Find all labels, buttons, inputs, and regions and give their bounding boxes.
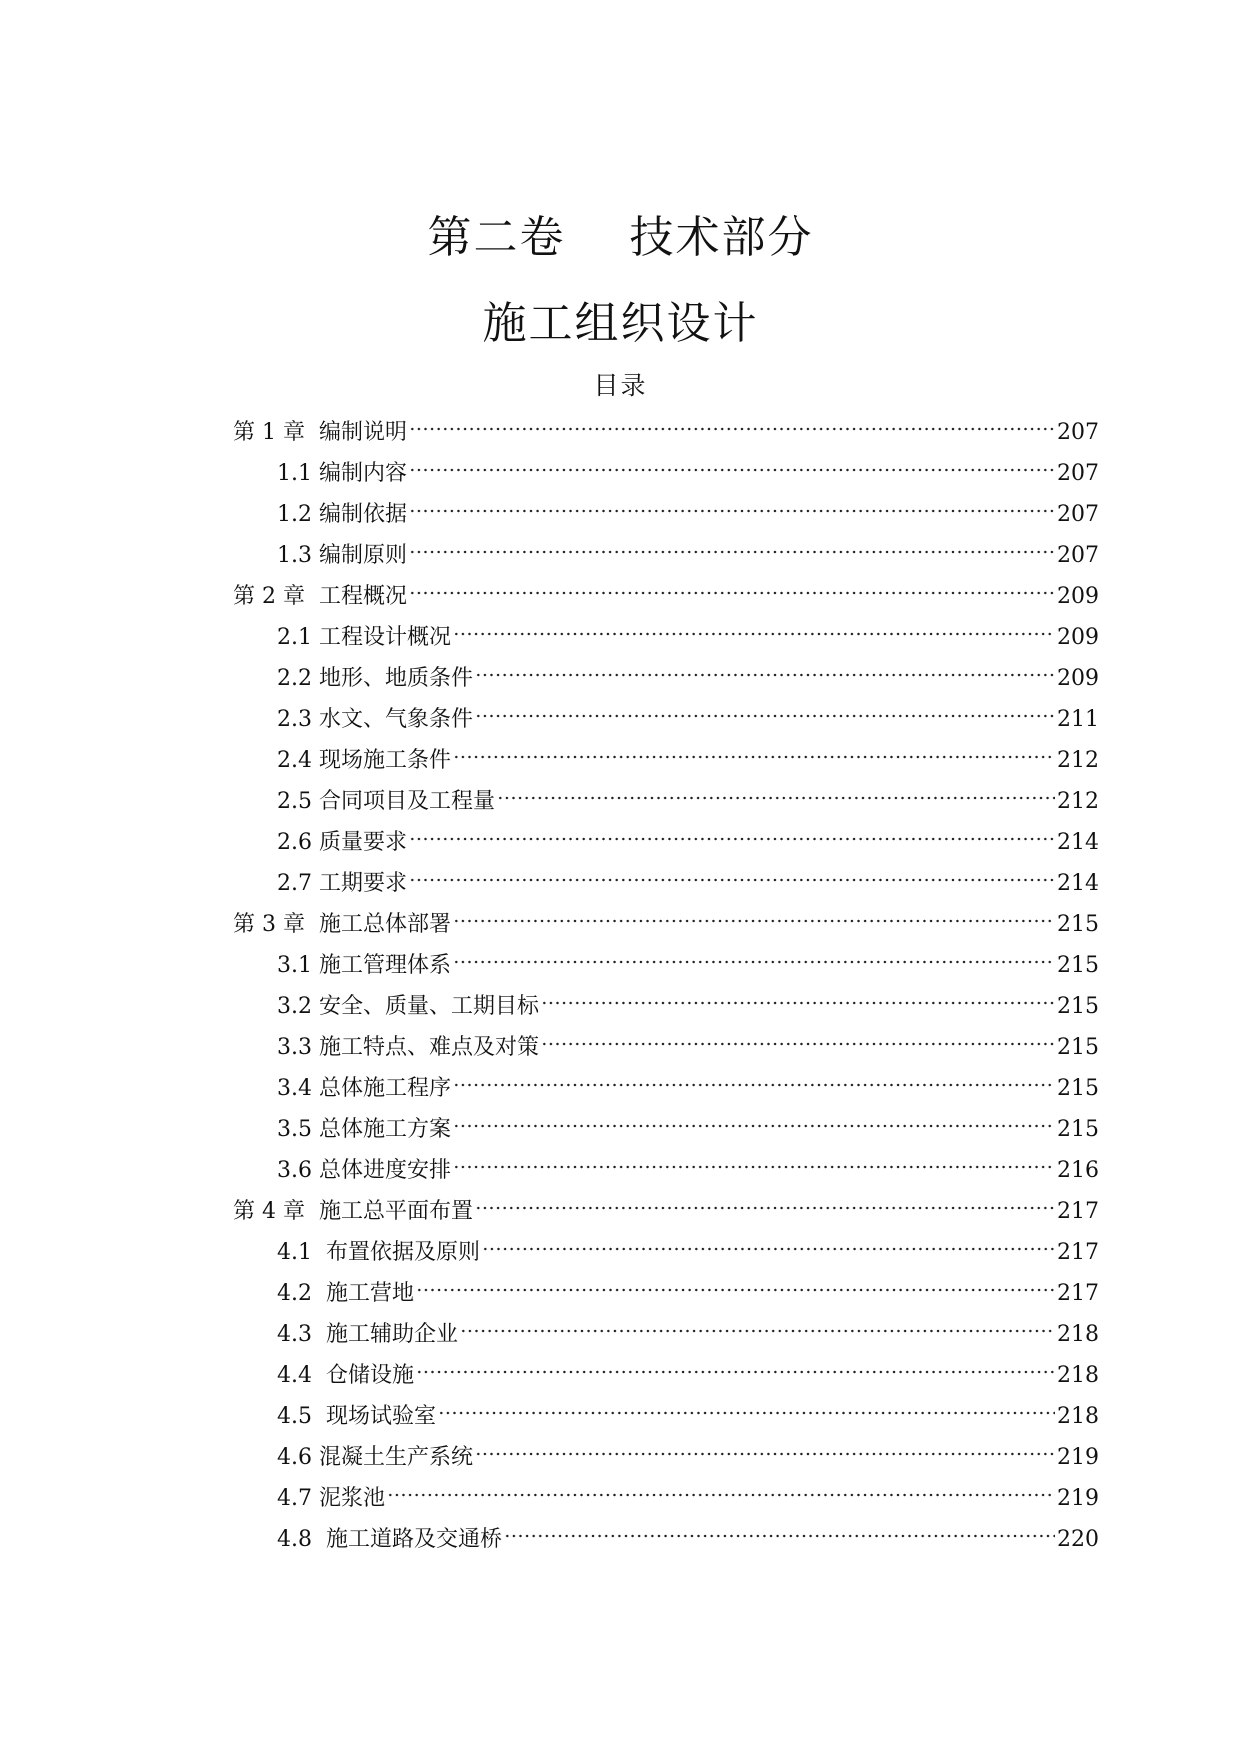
volume-title-part2: 技术部分 — [629, 212, 814, 263]
toc-entry-label: 第 3 章 施工总体部署 — [233, 912, 451, 937]
document-subtitle: 施工组织设计 — [482, 298, 759, 349]
dot-leader — [409, 532, 1055, 562]
volume-title-part1: 第二卷 — [427, 212, 566, 263]
toc-entry-label: 3.4 总体施工程序 — [277, 1076, 451, 1101]
toc-entry-label: 第 2 章 工程概况 — [233, 584, 407, 609]
dot-leader — [497, 778, 1055, 808]
dot-leader — [438, 1393, 1055, 1423]
dot-leader — [453, 1106, 1055, 1136]
toc-page-number: 215 — [1057, 912, 1099, 937]
toc-page-number: 217 — [1057, 1240, 1099, 1265]
toc-entry-label: 1.2 编制依据 — [277, 502, 407, 527]
toc-page-number: 220 — [1057, 1527, 1099, 1552]
toc-section-entry[interactable] — [277, 655, 1099, 691]
toc-page-number: 219 — [1057, 1486, 1099, 1511]
dot-leader — [482, 1229, 1055, 1259]
toc-entry-label: 4.4 仓储设施 — [277, 1363, 414, 1388]
dot-leader — [409, 860, 1055, 890]
toc-section-entry[interactable] — [277, 491, 1099, 527]
toc-entry-label: 1.1 编制内容 — [277, 461, 407, 486]
toc-entry-label: 3.3 施工特点、难点及对策 — [277, 1035, 539, 1060]
toc-section-entry[interactable] — [277, 1106, 1099, 1142]
toc-entry-label: 3.6 总体进度安排 — [277, 1158, 451, 1183]
dot-leader — [409, 573, 1055, 603]
toc-page-number: 207 — [1057, 502, 1099, 527]
toc-chapter-entry[interactable] — [233, 1188, 1099, 1224]
dot-leader — [541, 983, 1055, 1013]
toc-entry-label: 3.2 安全、质量、工期目标 — [277, 994, 539, 1019]
dot-leader — [475, 1188, 1055, 1218]
dot-leader — [416, 1270, 1055, 1300]
toc-page-number: 215 — [1057, 994, 1099, 1019]
toc-section-entry[interactable] — [277, 532, 1099, 568]
dot-leader — [409, 491, 1055, 521]
volume-title — [0, 210, 1241, 266]
dot-leader — [475, 1434, 1055, 1464]
dot-leader — [453, 942, 1055, 972]
toc-section-entry[interactable] — [277, 1434, 1099, 1470]
toc-section-entry[interactable] — [277, 860, 1099, 896]
toc-page-number: 214 — [1057, 871, 1099, 896]
toc-section-entry[interactable] — [277, 983, 1099, 1019]
toc-page-number: 207 — [1057, 461, 1099, 486]
toc-section-entry[interactable] — [277, 1352, 1099, 1388]
toc-entry-label: 3.5 总体施工方案 — [277, 1117, 451, 1142]
toc-section-entry[interactable] — [277, 696, 1099, 732]
dot-leader — [409, 450, 1055, 480]
dot-leader — [453, 737, 1055, 767]
toc-section-entry[interactable] — [277, 1270, 1099, 1306]
toc-page-number: 209 — [1057, 584, 1099, 609]
toc-section-entry[interactable] — [277, 819, 1099, 855]
toc-page-number: 217 — [1057, 1199, 1099, 1224]
dot-leader — [387, 1475, 1055, 1505]
toc-page-number: 209 — [1057, 666, 1099, 691]
toc-entry-label: 3.1 施工管理体系 — [277, 953, 451, 978]
dot-leader — [453, 614, 1055, 644]
toc-page-number: 209 — [1057, 625, 1099, 650]
toc-page-number: 212 — [1057, 748, 1099, 773]
toc-page-number: 218 — [1057, 1363, 1099, 1388]
toc-page-number: 215 — [1057, 953, 1099, 978]
toc-section-entry[interactable] — [277, 1516, 1099, 1552]
toc-entry-label: 4.2 施工营地 — [277, 1281, 414, 1306]
toc-chapter-entry[interactable] — [233, 409, 1099, 445]
dot-leader — [460, 1311, 1055, 1341]
toc-section-entry[interactable] — [277, 614, 1099, 650]
dot-leader — [541, 1024, 1055, 1054]
toc-section-entry[interactable] — [277, 778, 1099, 814]
toc-entry-label: 4.5 现场试验室 — [277, 1404, 436, 1429]
toc-entry-label: 4.7 泥浆池 — [277, 1486, 385, 1511]
toc-chapter-entry[interactable] — [233, 573, 1099, 609]
toc-entry-label: 4.1 布置依据及原则 — [277, 1240, 480, 1265]
toc-page-number: 216 — [1057, 1158, 1099, 1183]
toc-page-number: 207 — [1057, 543, 1099, 568]
toc-page-number: 212 — [1057, 789, 1099, 814]
toc-page-number: 215 — [1057, 1076, 1099, 1101]
toc-heading: 目录 — [593, 371, 648, 400]
dot-leader — [453, 1065, 1055, 1095]
dot-leader — [475, 655, 1055, 685]
toc-page-number: 211 — [1057, 707, 1099, 732]
toc-page-number: 217 — [1057, 1281, 1099, 1306]
toc-section-entry[interactable] — [277, 942, 1099, 978]
toc-page-number: 218 — [1057, 1404, 1099, 1429]
toc-section-entry[interactable] — [277, 1147, 1099, 1183]
toc-chapter-entry[interactable] — [233, 901, 1099, 937]
toc-entry-label: 2.3 水文、气象条件 — [277, 707, 473, 732]
toc-entry-label: 4.8 施工道路及交通桥 — [277, 1527, 502, 1552]
toc-page-number: 215 — [1057, 1035, 1099, 1060]
toc-entry-label: 第 4 章 施工总平面布置 — [233, 1199, 473, 1224]
toc-page-number: 218 — [1057, 1322, 1099, 1347]
toc-section-entry[interactable] — [277, 450, 1099, 486]
toc-section-entry[interactable] — [277, 1065, 1099, 1101]
toc-section-entry[interactable] — [277, 1393, 1099, 1429]
dot-leader — [409, 819, 1055, 849]
toc-page-number: 215 — [1057, 1117, 1099, 1142]
toc-entry-label: 1.3 编制原则 — [277, 543, 407, 568]
dot-leader — [453, 1147, 1055, 1177]
toc-entry-label: 4.3 施工辅助企业 — [277, 1322, 458, 1347]
toc-page-number: 207 — [1057, 420, 1099, 445]
toc-section-entry[interactable] — [277, 1475, 1099, 1511]
toc-entry-label: 第 1 章 编制说明 — [233, 420, 407, 445]
dot-leader — [504, 1516, 1055, 1546]
dot-leader — [475, 696, 1055, 726]
toc-entry-label: 2.2 地形、地质条件 — [277, 666, 473, 691]
dot-leader — [409, 409, 1055, 439]
dot-leader — [416, 1352, 1055, 1382]
toc-page-number: 214 — [1057, 830, 1099, 855]
toc-entry-label: 2.5 合同项目及工程量 — [277, 789, 495, 814]
dot-leader — [453, 901, 1055, 931]
toc-section-entry[interactable] — [277, 1311, 1099, 1347]
toc-section-entry[interactable] — [277, 737, 1099, 773]
toc-entry-label: 2.7 工期要求 — [277, 871, 407, 896]
toc-entry-label: 4.6 混凝土生产系统 — [277, 1445, 473, 1470]
toc-section-entry[interactable] — [277, 1229, 1099, 1265]
toc-page-number: 219 — [1057, 1445, 1099, 1470]
toc-entry-label: 2.4 现场施工条件 — [277, 748, 451, 773]
toc-entry-label: 2.1 工程设计概况 — [277, 625, 451, 650]
toc-section-entry[interactable] — [277, 1024, 1099, 1060]
toc-entry-label: 2.6 质量要求 — [277, 830, 407, 855]
